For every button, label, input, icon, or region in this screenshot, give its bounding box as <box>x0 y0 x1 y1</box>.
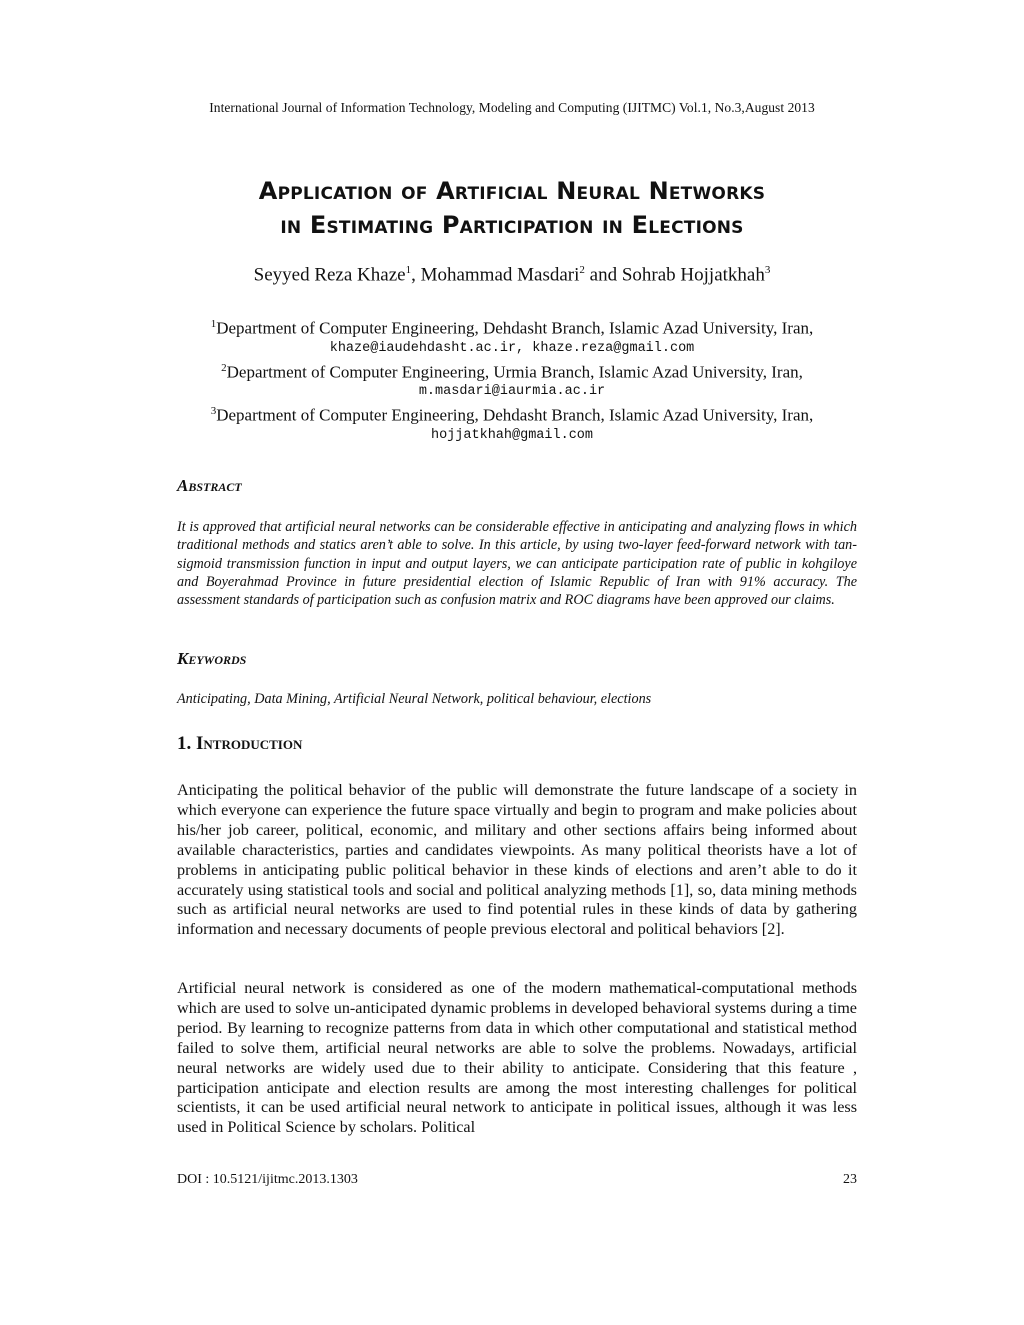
introduction-paragraph-2: Artificial neural network is considered as one of the modern mathematical-computational methods which are used to solve un-anticipated dynamic problems in developed behavioral systems during a time period. By learning to recognize patterns from data in which other computational and statistical method failed to solve them, artificial neural networks are able to solve the problems. Nowadays, artificial neural networks are widely used due to their ability to anticipate. Considering that this feature , participation anticipate and election results are among the most interesting challenges for political scientists, it can be used artificial neural network to anticipate in political issues, although it was less used in Political Science by scholars. Political <box>177 979 857 1137</box>
affiliation-mark: 1 <box>210 318 217 330</box>
introduction-heading: 1. Introduction <box>177 733 303 754</box>
author-affiliation-mark: 1 <box>405 264 412 276</box>
affiliation-text: Department of Computer Engineering, Urmia Branch, Islamic Azad University, Iran, <box>226 362 803 382</box>
abstract-heading: Abstract <box>177 476 242 495</box>
page-number: 23 <box>843 1172 857 1187</box>
doi-label[interactable]: DOI : 10.5121/ijitmc.2013.1303 <box>177 1172 358 1187</box>
introduction-paragraph-1: Anticipating the political behavior of the public will demonstrate the future landscape of a society in which everyone can experience the future space virtually and begin to program and make policies about his/her job career, political, economic, and military and other sections affairs being informed about available characteristics, parties and candidates viewpoints. As many political theorists have a lot of problems in anticipating public political behavior in these kinds of elections and aren’t able to do it accurately using statistical tools and social and political analyzing methods [1], so, data mining methods such as artificial neural networks are used to find potential rules in these kinds of data by gathering information and necessary documents of people previous electoral and political behaviors [2]. <box>177 781 857 939</box>
keywords-text: Anticipating, Data Mining, Artificial Neural Network, political behaviour, elections <box>177 691 652 707</box>
title-line-2: in Estimating Participation in Elections <box>280 211 744 239</box>
affiliation-email[interactable]: hojjatkhah@gmail.com <box>430 427 594 443</box>
author-name: Seyyed Reza Khaze <box>253 264 406 286</box>
author-separator: and <box>584 264 622 286</box>
affiliation-mark: 2 <box>221 361 227 374</box>
affiliation-text: Department of Computer Engineering, Dehdasht Branch, Islamic Azad University, Iran, <box>216 318 814 338</box>
title-line-1: Application of Artificial Neural Networks <box>258 177 766 205</box>
affiliation <box>0 314 1024 339</box>
author-list <box>0 264 1024 286</box>
affiliation <box>0 358 1024 383</box>
keywords-heading: Keywords <box>177 649 247 668</box>
affiliation-mark: 3 <box>210 405 217 418</box>
author-affiliation-mark: 3 <box>764 264 771 276</box>
affiliation-list <box>0 314 1024 445</box>
affiliation <box>0 401 1024 426</box>
author-separator: , <box>411 264 421 286</box>
affiliation-email[interactable]: m.masdari@iaurmia.ac.ir <box>418 384 606 400</box>
abstract-text: It is approved that artificial neural networks can be considerable effective in anticipating and analyzing flows in which traditional methods and statics aren’t able to solve. In this article, by using two-layer feed-forward network with tan-sigmoid transmission function in input and output layers, we can anticipate participation rate of public in kohgiloye and Boyerahmad Province in future presidential election of Islamic Republic of Iran with 91% accuracy. The assessment standards of participation such as confusion matrix and ROC diagrams have been approved our claims. <box>177 519 857 609</box>
affiliation-email[interactable]: khaze@iaudehdasht.ac.ir, khaze.reza@gmail.com <box>329 340 695 356</box>
paper-title <box>0 174 1024 242</box>
author-name: Mohammad Masdari <box>420 264 580 286</box>
author-affiliation-mark: 2 <box>579 264 585 276</box>
running-head: International Journal of Information Technology, Modeling and Computing (IJITMC) Vol.1, No.3,August 2013 <box>209 100 815 115</box>
affiliation-text: Department of Computer Engineering, Dehdasht Branch, Islamic Azad University, Iran, <box>216 405 814 425</box>
author-name: Sohrab Hojjatkhah <box>621 264 765 286</box>
